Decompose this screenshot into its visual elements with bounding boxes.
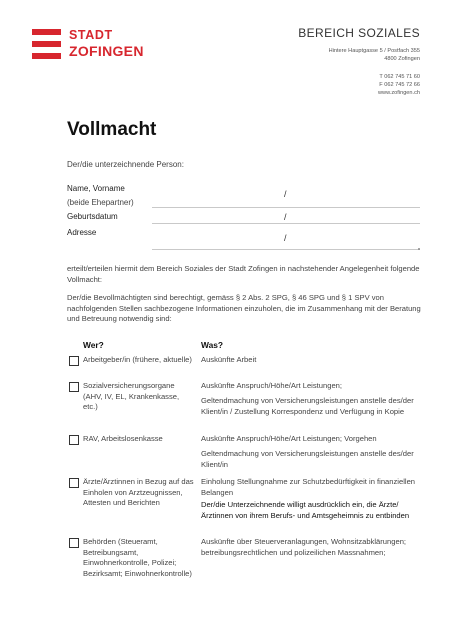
logo-stripe [32, 53, 61, 59]
name-label-sub: (beide Ehepartner) [67, 198, 134, 207]
contact-details [378, 73, 420, 98]
what-aerzte-2: Der/die Unterzeichnende willigt ausdrücklich ein, die Ärzte/Ärztinnen von ihrem Berufs- und Amtsgeheimnis zu entbinden [201, 500, 410, 520]
birthdate-label: Geburtsdatum [67, 212, 118, 221]
column-header-who: Wer? [83, 340, 104, 350]
checkbox-behoerden[interactable] [69, 538, 79, 548]
fax-number: F 062 745 72 66 [379, 82, 420, 89]
address-label: Adresse [67, 228, 97, 237]
logo-word-zofingen: ZOFINGEN [69, 43, 144, 59]
line-end-dot [418, 248, 420, 250]
checkbox-sozialversicherung[interactable] [69, 382, 79, 392]
what-sozialversicherung-2: Geltendmachung von Versicherungsleistungen anstelle des/der Klient/in / Zustellung Korrespondenz und Verfügung in Kopie [201, 396, 414, 416]
column-header-what: Was? [201, 340, 224, 350]
address-field[interactable] [152, 249, 420, 250]
who-arbeitgeber: Arbeitgeber/in (frühere, aktuelle) [83, 355, 192, 364]
logo-stripe [32, 41, 61, 47]
postal-address [329, 47, 420, 63]
address-line: 4800 Zofingen [384, 56, 420, 63]
what-arbeitgeber: Auskünfte Arbeit [201, 355, 257, 364]
authorization-paragraph: erteilt/erteilen hiermit dem Bereich Soziales der Stadt Zofingen in nachstehender Angelegenheit folgende Vollmacht: [67, 264, 420, 284]
who-aerzte: Ärzte/Ärztinnen in Bezug auf das Einholen von Arztzeugnissen, Attesten und Berichten [83, 477, 194, 508]
department-title: BEREICH SOZIALES [298, 26, 420, 40]
what-aerzte-1: Einholung Stellungnahme zur Schutzbedürftigkeit in finanziellen Belangen [201, 477, 416, 497]
birthdate-separator: / [284, 212, 287, 222]
what-sozialversicherung-1: Auskünfte Anspruch/Höhe/Art Leistungen; [201, 381, 342, 390]
checkbox-aerzte[interactable] [69, 478, 79, 488]
who-behoerden: Behörden (Steueramt, Betreibungsamt, Einwohnerkontrolle, Polizei; Bezirksamt; Einwohnerkontrolle) [83, 537, 192, 578]
address-line: Hintere Hauptgasse 5 / Postfach 355 [328, 48, 420, 54]
name-label-text: Name, Vorname [67, 184, 125, 193]
legal-basis-paragraph: Der/die Bevollmächtigten sind berechtigt, gemäss § 2 Abs. 2 SPG, § 46 SPG und § 1 SPV von nachfolgenden Stellen sachbezogene Informationen einzuholen, die im Zusammenhang mit der Beratung und Betreuung notwendig sind: [67, 293, 421, 324]
phone-number: T 062 745 71 60 [379, 74, 420, 80]
address-separator: / [284, 233, 287, 243]
name-label [67, 183, 134, 208]
logo-word-stadt: STADT [69, 28, 113, 42]
checkbox-rav[interactable] [69, 435, 79, 445]
what-behoerden: Auskünfte über Steuerveranlagungen, Wohnsitzabklärungen; betreibungsrechtlichen und polizeilichen Massnahmen; [201, 537, 407, 557]
logo-stripe [32, 29, 61, 35]
birthdate-field[interactable] [152, 223, 420, 224]
name-separator: / [284, 189, 287, 199]
what-rav-2: Geltendmachung von Versicherungsleistungen anstelle des/der Klient/in [201, 449, 414, 469]
document-title: Vollmacht [67, 119, 157, 140]
checkbox-arbeitgeber[interactable] [69, 356, 79, 366]
name-field[interactable] [152, 207, 420, 208]
who-rav: RAV, Arbeitslosenkasse [83, 434, 163, 443]
intro-text: Der/die unterzeichnende Person: [67, 160, 184, 169]
who-sozialversicherung: Sozialversicherungsorgane (AHV, IV, EL, Krankenkasse, etc.) [83, 381, 180, 412]
stadt-zofingen-logo [32, 27, 152, 61]
website-link[interactable]: www.zofingen.ch [378, 90, 420, 97]
what-rav-1: Auskünfte Anspruch/Höhe/Art Leistungen; Vorgehen [201, 434, 377, 443]
